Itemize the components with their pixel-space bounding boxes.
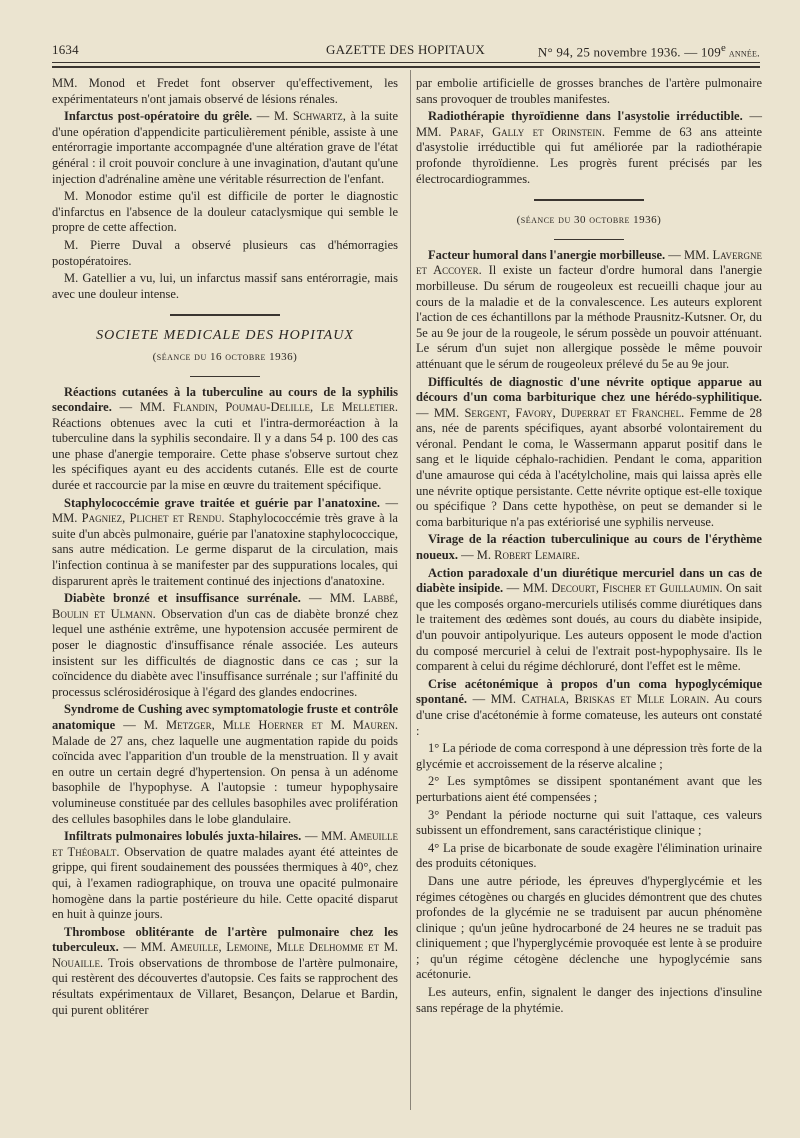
list-item: 2° Les symptômes se dissipent spontanément avant que les perturbations aient été compensées ; [416, 774, 762, 804]
article-action-paradoxale: Action paradoxale d'un diurétique mercuriel dans un cas de diabète insipide. — MM. Decourt, Fischer et Guillaumin. On sait que les composés organo-mercuriels utilisés comme diurétiques dans le traitement des œdèmes sont doués, au cours du diabète insipide, d'un pouvoir antipolyurique. Les auteurs opposent le mode d'action du composé mercuriel à celui de l'extrait post-hypophysaire. Ils le comparent à celui du régime déchloruré, dont l'effet est le même. [416, 565, 763, 674]
article-text: On sait que les composés organo-mercuriels utilisés comme diurétiques dans le traitement des œdèmes sont doués, au cours du diabète insipide, d'un pouvoir antipolyurique. Les auteurs opposent le mode d'action du composé mercuriel à celui de l'extrait post-hypophysaire. Ils le comparent à celui du régime déchloruré, dont l'effet est le même. [416, 581, 763, 674]
article-authors: MM. Ameuille et Théobalt. [52, 829, 399, 859]
article-title: Difficultés de diagnostic d'une névrite optique apparue au décours d'un coma barbiturique chez une hérédo-syphilitique. [416, 374, 762, 405]
article-title: Facteur humoral dans l'anergie morbilleuse. [428, 247, 666, 262]
issue-superscript: e [720, 42, 726, 54]
article-infiltrats: Infiltrats pulmonaires lobulés juxta-hilaires. — MM. Ameuille et Théobalt. Observation de quatre malades ayant été atteintes de grippe, qui firent soudainement des poussées thermiques à 40°, chez qui, à l'examen radiographique, on trouva une opacité pulmonaire homogène dans la partie postérieure du hile. Cette opacité disparut en huit à quinze jours. [52, 829, 399, 922]
article-cushing: Syndrome de Cushing avec symptomatologie fruste et contrôle anatomique — M. Metzger, Mlle Hoerner et M. Mauren. Malade de 27 ans, chez laquelle une augmentation rapide du poids coïncida avec l'apparition d'un trouble de la menstruation. Il y avait en outre un certain degré d'hypertension. On pensa à un adénome basophile de l'hypophyse. A l'autopsie : tumeur hypophysaire volumineuse constituée par des cellules basophiles avec prolifération des cellules basophiles dans le lobe glandulaire. [52, 702, 398, 826]
list-item: 3° Pendant la période nocturne qui suit l'attaque, ces valeurs subissent un effondrement, sans caractéristique clinique ; [416, 807, 762, 838]
article-authors: MM. Cathala, Briskas et Mlle Lorain. [490, 692, 710, 707]
article-authors: MM. Ameuille, Lemoine, Mlle Delhomme et M. Nouaille. [52, 940, 398, 970]
article-text: Au cours d'une crise d'acétonémie à forme comateuse, les auteurs ont constaté : [416, 692, 763, 738]
article-text: Staphylococcémie très grave à la suite d'un abcès pulmonaire, guérie par l'anatoxine staphylococcique, sans autre médication. Le germe disparut de la circulation, mais l'infection continua à se manifester par des suppurations locales, qui disparurent après le traitement continué des injections d'anatoxine. [52, 511, 398, 588]
article-thrombose: Thrombose oblitérante de l'artère pulmonaire chez les tuberculeux. — MM. Ameuille, Lemoine, Mlle Delhomme et M. Nouaille. Trois observations de thrombose de l'artère pulmonaire, qui restèrent des découvertes d'autopsie. Ces faits se rapprochent des résultats expérimentaux de Villaret, Besançon, Delarue et Bardin, qui purent oblitérer [52, 924, 398, 1017]
small-separator [554, 239, 624, 240]
seance-day: 16 [209, 350, 222, 363]
section-separator [170, 314, 280, 316]
seance-month-year: octobre 1936) [225, 350, 298, 363]
column-divider [410, 70, 411, 1110]
paragraph: Les auteurs, enfin, signalent le danger des injections d'insuline sans repérage de la phytémie. [416, 985, 762, 1015]
article-text: Il existe un facteur d'ordre humoral dans l'anergie morbilleuse. Du sérum de rougeoleux est recueilli chaque jour au cours de la maladie et de la convalescence. Les auteurs explorent l'action de ces échantillons par la méthode Prausnitz-Kutsner. Or, du 5e au 9e jour de la rougeole, le sérum possède un pouvoir atténuant. Le sérum d'un sujet non allergique possède le même pouvoir atténuant que le sérum de rougeoleux prélevé du 5e au 9e jour. [416, 263, 762, 371]
article-authors: MM. Pagniez, Plichet et Rendu. [52, 511, 225, 526]
list-item: 1° La période de coma correspond à une dépression très forte de la glycémie et accroissement de la réserve alcaline ; [416, 741, 762, 771]
seance-label: (séance du [152, 350, 207, 363]
article-authors: M. Metzger, Mlle Hoerner et M. Mauren. [143, 717, 398, 732]
page-number: 1634 [52, 42, 79, 57]
journal-title: GAZETTE DES HOPITAUX [326, 42, 485, 57]
header-rule-thin [52, 62, 760, 63]
seance-label: (séance du [516, 214, 571, 227]
article-title: Radiothérapie thyroïdienne dans l'asystolie irréductible. [428, 109, 743, 124]
article-text: Femme de 28 ans, née de parents spécifiques, ayant absorbé volontairement du véronal. Pendant le coma, le Wassermann apparut positif dans le sang et le liquide céphalo-rachidien. Pendant le coma, apparition d'une amaurose qui céda à l'acétylcholine, mais qui laissa après elle une névrite optique persistante. Cette névrite optique est-elle toxique ou spécifique ? Dans cette hypothèse, on peut se demander si le coma barbiturique n'a pas extériorisé une syphilis nerveuse. [416, 405, 763, 529]
paragraph: M. Pierre Duval a observé plusieurs cas d'hémorragies postopératoires. [52, 237, 398, 268]
article-title: Diabète bronzé et insuffisance surrénale. [64, 591, 301, 606]
article-nevrite-optique: Difficultés de diagnostic d'une névrite optique apparue au décours d'un coma barbiturique chez une hérédo-syphilitique. — MM. Sergent, Favory, Duperrat et Franchel. Femme de 28 ans, née de parents spécifiques, ayant absorbé volontairement du véronal. Pendant le coma, le Wassermann apparut positif dans le sang et le liquide céphalo-rachidien. Pendant le coma, apparition d'une amaurose qui céda à l'acétylcholine, mais qui laissa après elle une névrite optique persistante. Cette névrite optique est-elle toxique ou spécifique ? Dans cette hypothèse, on peut se demander si le coma barbiturique n'a pas extériorisé une syphilis nerveuse. [416, 374, 763, 529]
right-column [416, 76, 762, 1018]
section-separator [534, 199, 644, 201]
article-diabete-bronze: Diabète bronzé et insuffisance surrénale. — MM. Labbé, Boulin et Ulmann. Observation d'un cas de diabète bronzé chez lequel une asthénie extrême, une hypotension accusée permirent de poser le diagnostic d'insuffisance rénale associée. Les auteurs insistent sur les difficultés de diagnostic dans ce cas ; sur la coïncidence du diabète avec l'insuffisance surrénale ; sur l'affinité du processus sclérosidérosique à l'égard des glandes endocrines. [52, 591, 398, 699]
article-text: Trois observations de thrombose de l'artère pulmonaire, qui restèrent des découvertes d'autopsie. Ces faits se rapprochent des résultats expérimentaux de Villaret, Besançon, Delarue et Bardin, qui purent oblitérer [52, 955, 398, 1017]
article-radiotherapie: Radiothérapie thyroïdienne dans l'asystolie irréductible. — MM. Paraf, Gally et Orinstein. Femme de 63 ans atteinte d'asystolie irréductible qui fut améliorée par la radiothérapie profonde thyroïdienne. Les progrès furent précisés par les électrocardiogrammes. [416, 109, 763, 186]
article-title: Réactions cutanées à la tuberculine au cours de la syphilis secondaire. [52, 384, 398, 415]
seance-date-line [52, 350, 398, 366]
article-title: Infiltrats pulmonaires lobulés juxta-hilaires. [64, 829, 302, 844]
article-authors: M. Schwartz, [273, 109, 346, 124]
article-text: Femme de 63 ans atteinte d'asystolie irréductible qui fut améliorée par la radiothérapie profonde thyroïdienne. Les progrès furent précisés par les électrocardiogrammes. [416, 124, 763, 186]
small-separator [190, 376, 260, 377]
header-rule-thick [52, 66, 760, 68]
seance-month-year: octobre 1936) [589, 214, 662, 227]
paragraph: MM. Monod et Fredet font observer qu'effectivement, les expérimentateurs n'ont jamais observé de lésions rénales. [52, 76, 398, 106]
issue-date: N° 94, 25 novembre 1936. — 109 [537, 44, 721, 60]
article-title: Syndrome de Cushing avec symptomatologie fruste et contrôle anatomique [52, 702, 398, 732]
article-text: Réactions obtenues avec la cuti et l'intra-dermoréaction à la tuberculine dans la syphilis secondaire. Il y a dans 54 p. 100 des cas une phase d'anergie temporaire. Cette phase s'observe surtout chez les spécifiques ayant eu des accidents cutanés. Elle est de courte durée et raccourcie par la mise en œuvre du traitement spécifique. [52, 415, 398, 493]
paragraph: M. Gatellier a vu, lui, un infarctus massif sans entérorragie, mais avec une douleur intense. [52, 271, 398, 301]
paragraph-continued: par embolie artificielle de grosses branches de l'artère pulmonaire sans provoquer de troubles manifestes. [416, 76, 762, 106]
article-text: à la suite d'une opération d'appendicite particulièrement pénible, assiste à une entérorragie importante accompagnée d'une altération grave de l'état général : il croit pouvoir conclure à une invagination, d'autant qu'une injection d'adrénaline amène une véritable résurrection de l'enfant. [52, 109, 399, 186]
page-header [52, 40, 760, 60]
article-virage: Virage de la réaction tuberculinique au cours de l'érythème noueux. — M. Robert Lemaire. [416, 532, 762, 563]
article-authors: MM. Lavergne et Accoyer. [416, 247, 762, 278]
list-item: 4° La prise de bicarbonate de soude exagère l'élimination urinaire des produits cétoniques. [416, 840, 762, 871]
article-text: Observation de quatre malades ayant été atteintes de grippe, qui firent soudainement des poussées thermiques à 40°, chez qui, à l'examen radiographique, on trouva une opacité pulmonaire homogène dans la partie postérieure du hile. Cette opacité disparut en huit à quinze jours. [52, 844, 399, 922]
article-reactions-cutanees: Réactions cutanées à la tuberculine au cours de la syphilis secondaire. — MM. Flandin, Poumau-Delille, Le Melletier. Réactions obtenues avec la cuti et l'intra-dermoréaction à la tuberculine dans la syphilis secondaire. Il y a dans 54 p. 100 des cas une phase d'anergie temporaire. Cette phase s'observe surtout chez les spécifiques ayant eu des accidents cutanés. Elle est de courte durée et raccourcie par la mise en œuvre du traitement spécifique. [52, 384, 398, 493]
article-title: Virage de la réaction tuberculinique au cours de l'érythème noueux. [416, 532, 762, 563]
seance-day: 30 [573, 214, 586, 227]
society-title: SOCIETE MEDICALE DES HOPITAUX [96, 328, 354, 344]
article-crise-acetonemique: Crise acétonémique à propos d'un coma hypoglycémique spontané. — MM. Cathala, Briskas et Mlle Lorain. Au cours d'une crise d'acétonémie à forme comateuse, les auteurs ont constaté : [416, 676, 763, 738]
article-facteur-humoral: Facteur humoral dans l'anergie morbilleuse. — MM. Lavergne et Accoyer. Il existe un facteur d'ordre humoral dans l'anergie morbilleuse. Du sérum de rougeoleux est recueilli chaque jour au cours de la maladie et de la convalescence. Les auteurs explorent l'action de ces échantillons par la méthode Prausnitz-Kutsner. Or, du 5e au 9e jour de la rougeole, le sérum possède un pouvoir atténuant. Le sérum d'un sujet non allergique possède le même pouvoir atténuant que le sérum de rougeoleux prélevé du 5e au 9e jour. [416, 247, 762, 371]
left-column [52, 76, 398, 1020]
article-authors: M. Robert Lemaire. [476, 548, 580, 563]
paragraph: M. Monodor estime qu'il est difficile de porter le diagnostic d'infarctus en l'absence de la douleur cataclysmique qui semble le propre de cette affection. [52, 189, 398, 235]
article-authors: MM. Decourt, Fischer et Guillaumin. [522, 581, 723, 596]
article-text: Malade de 27 ans, chez laquelle une augmentation rapide du poids coïncida avec l'apparition d'un trouble de la menstruation. Il y avait en outre un certain degré d'hypertension. On pensa à un adénome basophile de l'hypophyse. A l'autopsie : tumeur hypophysaire volumineuse constituée par des cellules basophiles avec prolifération des cellules basophiles dans le lobe glandulaire. [52, 733, 398, 826]
article-authors: MM. Flandin, Poumau-Delille, Le Melletier. [139, 400, 398, 415]
article-title: Staphylococcémie grave traitée et guérie par l'anatoxine. [64, 495, 381, 510]
article-title: Crise acétonémique à propos d'un coma hypoglycémique spontané. [416, 676, 762, 707]
article-authors: MM. Paraf, Gally et Orinstein. [416, 124, 606, 139]
article-authors: MM. Labbé, Boulin et Ulmann. [52, 591, 398, 621]
article-title: Action paradoxale d'un diurétique mercuriel dans un cas de diabète insipide. [416, 565, 762, 596]
article-title: Infarctus post-opératoire du grêle. [64, 109, 253, 124]
article-text: Observation d'un cas de diabète bronzé chez lequel une asthénie extrême, une hypotension accusée permirent de poser le diagnostic d'insuffisance rénale associée. Les auteurs insistent sur les difficultés de diagnostic dans ce cas ; sur la coïncidence du diabète avec l'insuffisance surrénale ; sur l'affinité du processus sclérosidérosique à l'égard des glandes endocrines. [52, 606, 398, 699]
seance-date-line [416, 213, 762, 229]
issue-line [538, 42, 760, 60]
paragraph: Dans une autre période, les épreuves d'hyperglycémie et les régimes cétogènes ou chargés en glucides démontrent que des chutes profondes de la glycémie ne se traduisent par aucun phénomène clinique ; qu'un jeûne hydrocarboné de 24 heures ne se traduit pas cliniquement ; que l'hyperglycémie provoquée est lente à se produire ; qu'un régime cétogène déclenche une hypoglycémie sans acétonurie. [416, 873, 762, 982]
article-infarctus: Infarctus post-opératoire du grêle. — M. Schwartz, à la suite d'une opération d'appendicite particulièrement pénible, assiste à une entérorragie importante accompagnée d'une altération grave de l'état général : il croit pouvoir conclure à une invagination, d'autant qu'une injection d'adrénaline amène une véritable résurrection de l'enfant. [52, 109, 399, 186]
issue-year-word: année. [725, 47, 760, 60]
article-title: Thrombose oblitérante de l'artère pulmonaire chez les tuberculeux. [52, 924, 398, 955]
article-staphylococcemie: Staphylococcémie grave traitée et guérie par l'anatoxine. — MM. Pagniez, Plichet et Rendu. Staphylococcémie très grave à la suite d'un abcès pulmonaire, guérie par l'anatoxine staphylococcique, sans autre médication. Le germe disparut de la circulation, mais l'infection continua à se manifester par des suppurations locales, qui disparurent après le traitement continué des injections d'anatoxine. [52, 495, 398, 588]
article-authors: MM. Sergent, Favory, Duperrat et Franchel. [433, 405, 685, 420]
